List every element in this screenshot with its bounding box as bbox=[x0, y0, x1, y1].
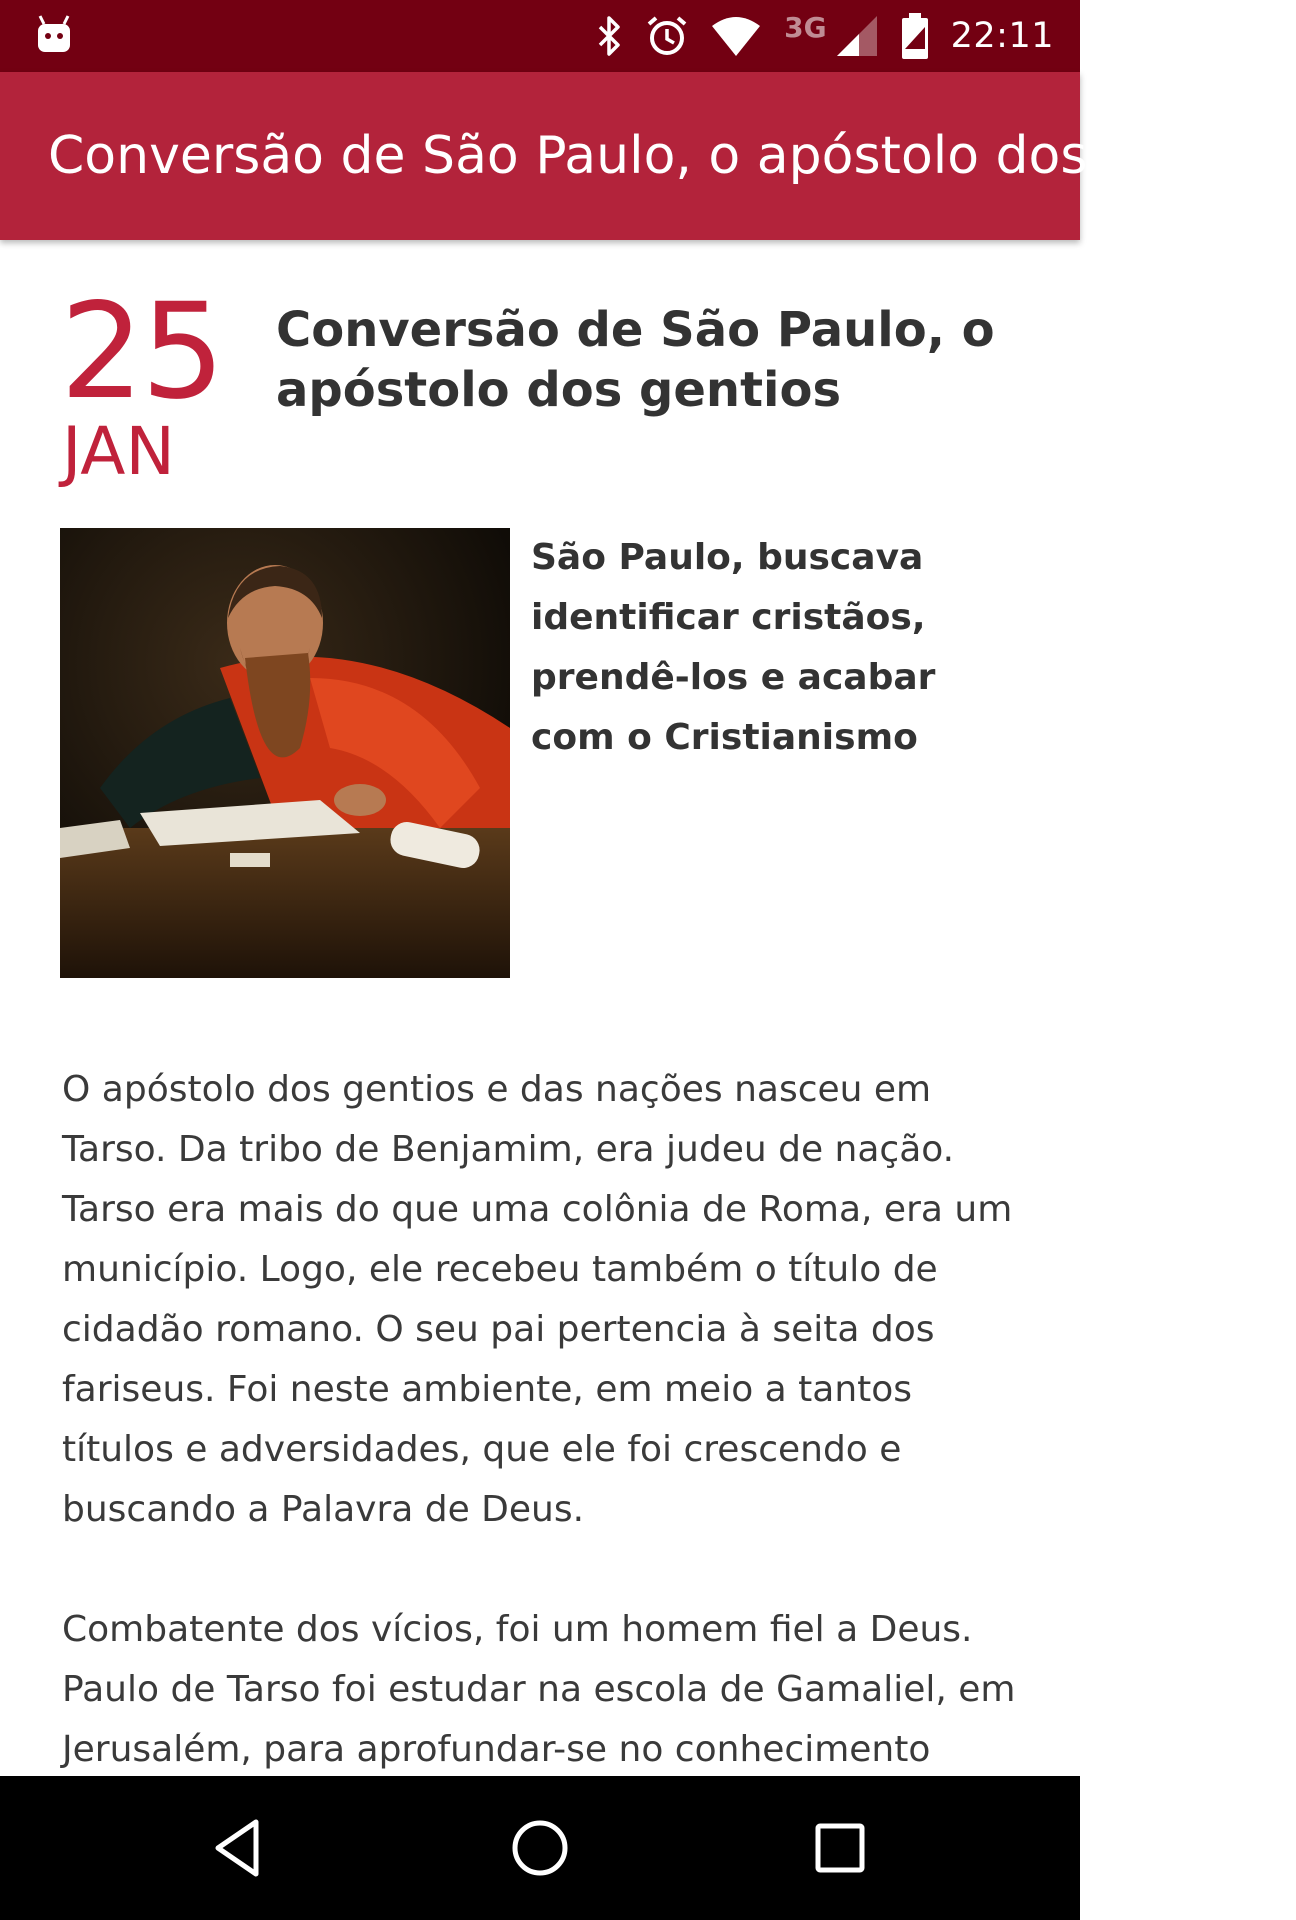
recents-button[interactable] bbox=[804, 1812, 876, 1884]
article-content[interactable] bbox=[0, 240, 1080, 1776]
article-summary: São Paulo, buscava identificar cristãos, prendê-los e acabar com o Cristianismo bbox=[531, 537, 936, 758]
home-circle-icon bbox=[504, 1812, 576, 1884]
article-body bbox=[62, 1060, 1032, 1840]
android-icon bbox=[34, 14, 74, 54]
status-icons bbox=[596, 0, 1080, 72]
signal-icon bbox=[835, 16, 879, 56]
status-bar bbox=[0, 0, 1080, 72]
navigation-bar bbox=[0, 1776, 1080, 1920]
home-button[interactable] bbox=[504, 1812, 576, 1884]
alarm-icon bbox=[646, 15, 688, 57]
network-type-label: 3G bbox=[784, 10, 827, 44]
recents-square-icon bbox=[804, 1812, 876, 1884]
date-month: JAN bbox=[62, 413, 175, 490]
back-triangle-icon bbox=[204, 1812, 276, 1884]
wifi-icon bbox=[710, 16, 762, 56]
app-bar-title: Conversão de São Paulo, o apóstolo dos gentios bbox=[48, 126, 1296, 186]
app-bar bbox=[0, 72, 1296, 240]
bluetooth-icon bbox=[596, 15, 624, 57]
article-paragraph: O apóstolo dos gentios e das nações nasceu em Tarso. Da tribo de Benjamim, era judeu de nação. Tarso era mais do que uma colônia de Roma, era um município. Logo, ele recebeu também o título de cidadão romano. O seu pai pertencia à seita dos fariseus. Foi neste ambiente, em meio a tantos títulos e adversidades, que ele foi crescendo e buscando a Palavra de Deus. bbox=[62, 1069, 1013, 1530]
battery-icon bbox=[901, 13, 929, 59]
back-button[interactable] bbox=[204, 1812, 276, 1884]
saint-painting-image bbox=[60, 528, 510, 978]
clock: 22:11 bbox=[950, 16, 1054, 56]
article-paragraph: Combatente dos vícios, foi um homem fiel a Deus. Paulo de Tarso foi estudar na escola de Gamaliel, em Jerusalém, para aprofundar-se no conhecimento bbox=[62, 1609, 1016, 1770]
date-day: 25 bbox=[60, 275, 222, 429]
article-title: Conversão de São Paulo, o apóstolo dos gentios bbox=[276, 302, 995, 418]
